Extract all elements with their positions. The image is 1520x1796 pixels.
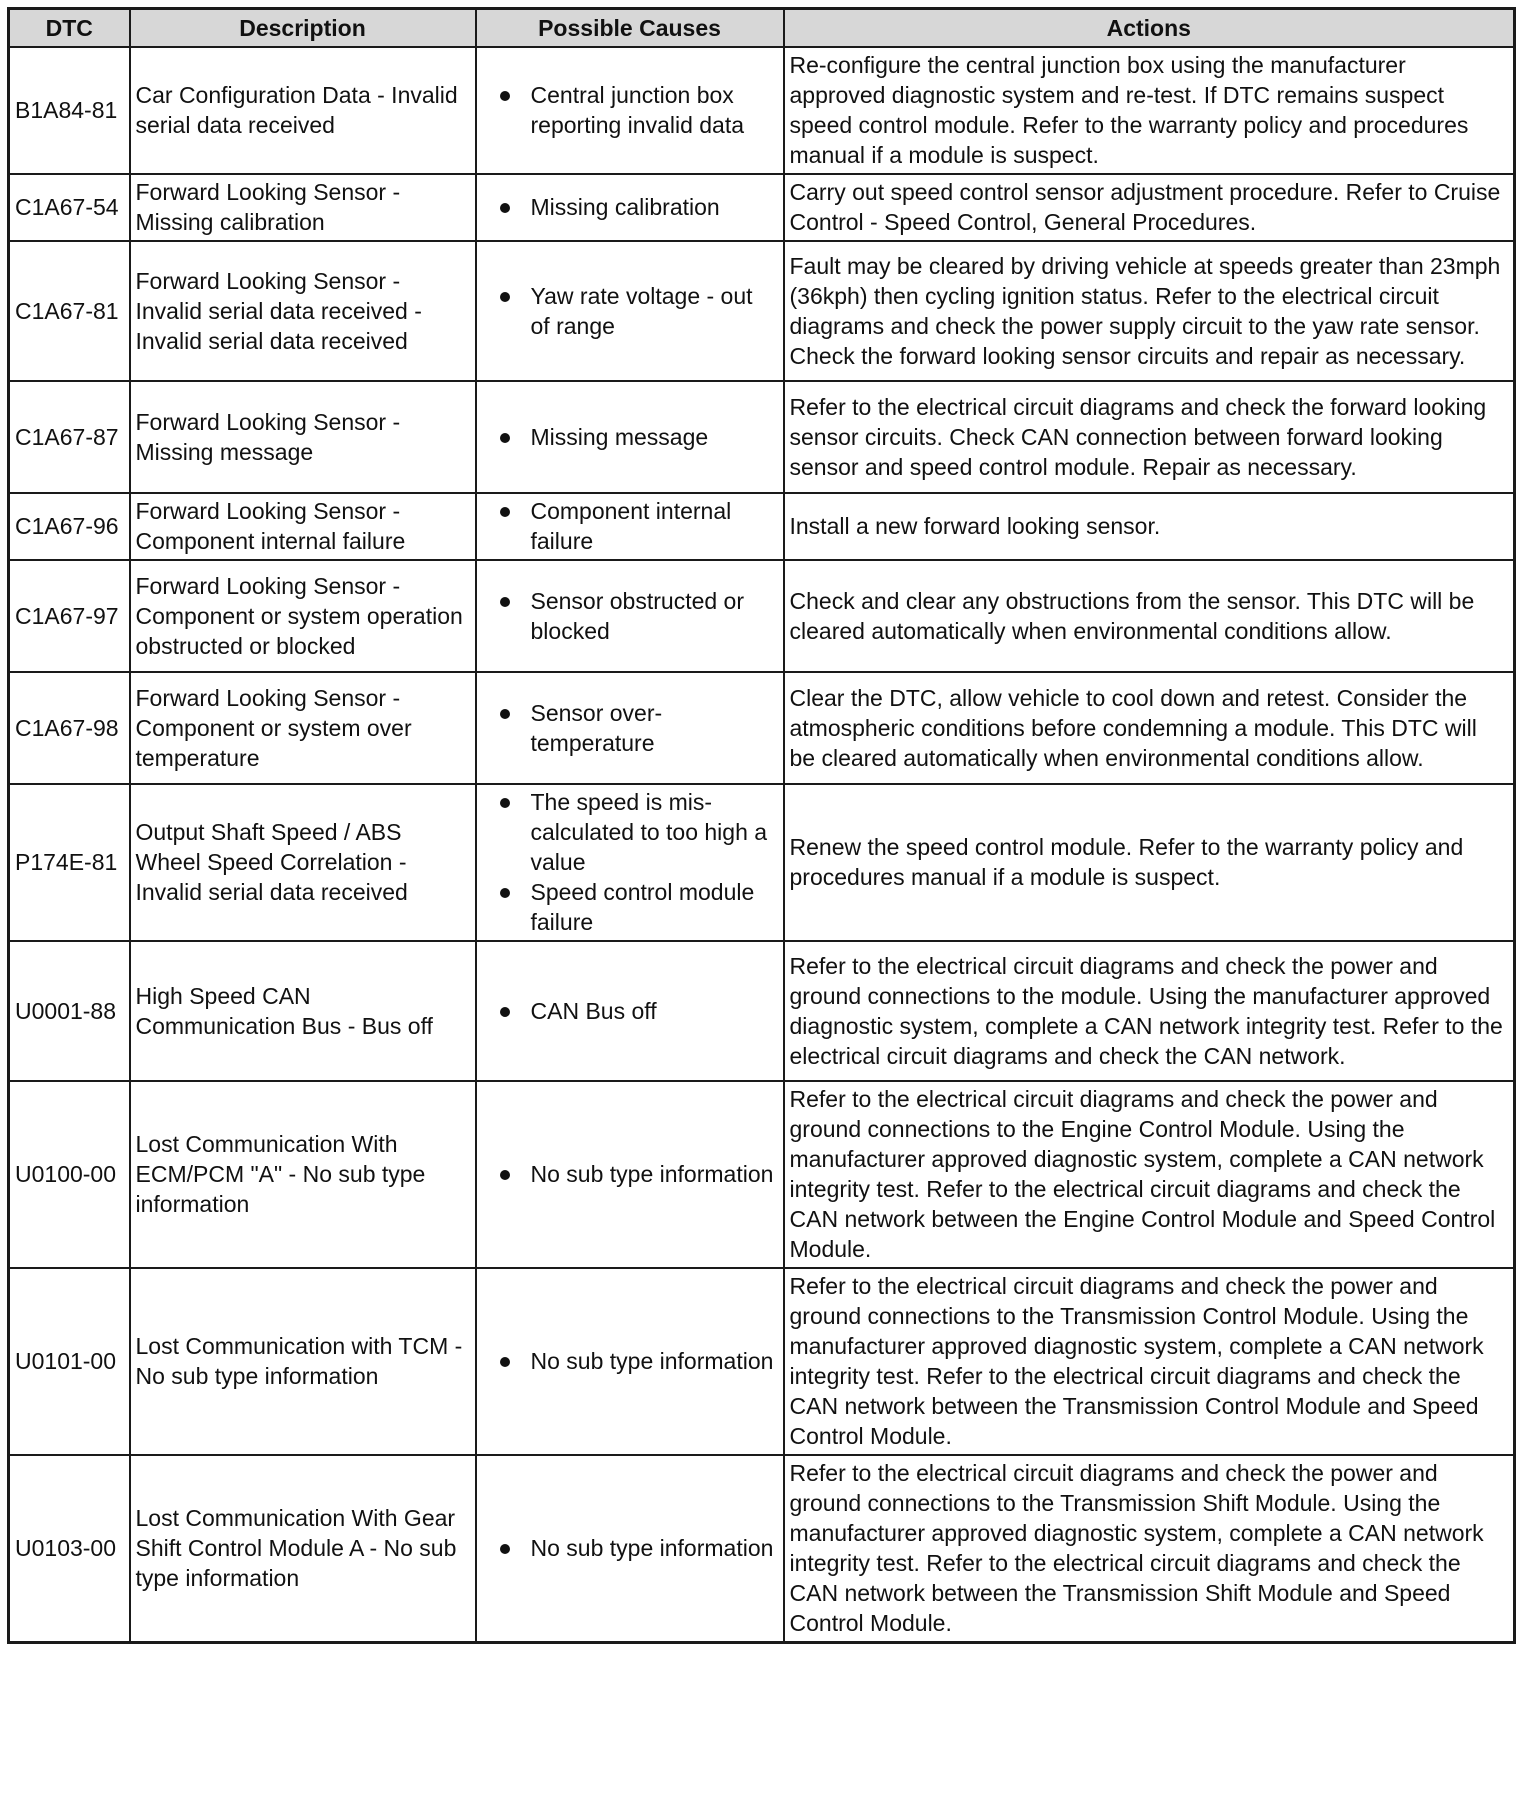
possible-causes-cell (476, 174, 784, 241)
possible-cause-text: Missing message (530, 423, 709, 450)
possible-cause-item (482, 1346, 778, 1376)
bullet-icon (500, 433, 510, 443)
dtc-description: Forward Looking Sensor - Missing calibration (130, 174, 476, 241)
possible-cause-text: CAN Bus off (530, 997, 657, 1024)
header-possible-causes: Possible Causes (476, 9, 784, 48)
dtc-code: C1A67-98 (9, 672, 130, 784)
table-row (9, 381, 1515, 493)
table-body (9, 47, 1515, 1643)
possible-causes-list (482, 422, 778, 452)
possible-cause-text: Component internal failure (530, 498, 732, 554)
dtc-code: B1A84-81 (9, 47, 130, 174)
possible-cause-text: Sensor obstructed or blocked (530, 587, 745, 644)
dtc-code: U0100-00 (9, 1081, 130, 1268)
possible-cause-item (482, 996, 778, 1026)
possible-cause-item (482, 1159, 778, 1189)
possible-causes-list (482, 586, 778, 646)
header-description: Description (130, 9, 476, 48)
dtc-action: Refer to the electrical circuit diagrams and check the forward looking sensor circuits. Check CAN connection between forward looking sensor and speed control module. Repair as necessary. (784, 381, 1515, 493)
possible-causes-list (482, 80, 778, 140)
dtc-action: Fault may be cleared by driving vehicle at speeds greater than 23mph (36kph) then cycling ignition status. Refer to the electrical circuit diagrams and check the power supply circuit to the yaw rate sensor. Check the forward looking sensor circuits and repair as necessary. (784, 241, 1515, 381)
possible-causes-list (482, 281, 778, 341)
possible-causes-list (482, 1159, 778, 1189)
bullet-icon (500, 709, 510, 719)
possible-causes-cell (476, 241, 784, 381)
bullet-icon (500, 507, 510, 517)
possible-causes-cell (476, 381, 784, 493)
possible-cause-item (482, 281, 778, 341)
possible-causes-cell (476, 784, 784, 941)
table-row (9, 672, 1515, 784)
table-row (9, 1268, 1515, 1455)
dtc-table (7, 7, 1516, 1644)
possible-cause-item (482, 698, 778, 758)
dtc-code: C1A67-81 (9, 241, 130, 381)
dtc-code: U0103-00 (9, 1455, 130, 1643)
table-row (9, 174, 1515, 241)
dtc-action: Install a new forward looking sensor. (784, 493, 1515, 560)
possible-causes-list (482, 496, 778, 556)
table-row (9, 47, 1515, 174)
possible-causes-cell (476, 1455, 784, 1643)
possible-causes-cell (476, 941, 784, 1081)
dtc-code: P174E-81 (9, 784, 130, 941)
possible-cause-item (482, 787, 778, 877)
header-row (9, 9, 1515, 48)
possible-causes-list (482, 996, 778, 1026)
dtc-code: C1A67-87 (9, 381, 130, 493)
bullet-icon (500, 1544, 510, 1554)
possible-cause-item (482, 192, 778, 222)
bullet-icon (500, 1170, 510, 1180)
table-row (9, 784, 1515, 941)
possible-causes-list (482, 698, 778, 758)
table-row (9, 241, 1515, 381)
dtc-description: Forward Looking Sensor - Missing message (130, 381, 476, 493)
table-row (9, 560, 1515, 672)
dtc-action: Check and clear any obstructions from the sensor. This DTC will be cleared automatically when environmental conditions allow. (784, 560, 1515, 672)
dtc-table-container (7, 7, 1516, 1644)
possible-cause-item (482, 1533, 778, 1563)
bullet-icon (500, 292, 510, 302)
possible-cause-text: No sub type information (530, 1535, 774, 1561)
possible-cause-text: Yaw rate voltage - out of range (530, 282, 753, 339)
dtc-description: Output Shaft Speed / ABS Wheel Speed Correlation - Invalid serial data received (130, 784, 476, 941)
possible-cause-text: The speed is mis-calculated to too high a value (530, 789, 768, 875)
possible-cause-item (482, 586, 778, 646)
possible-cause-item (482, 80, 778, 140)
bullet-icon (500, 91, 510, 101)
dtc-description: Forward Looking Sensor - Invalid serial data received - Invalid serial data received (130, 241, 476, 381)
dtc-description: Forward Looking Sensor - Component or system operation obstructed or blocked (130, 560, 476, 672)
possible-cause-text: No sub type information (530, 1161, 774, 1187)
possible-cause-item (482, 422, 778, 452)
possible-cause-item (482, 877, 778, 937)
dtc-code: C1A67-54 (9, 174, 130, 241)
bullet-icon (500, 798, 510, 808)
dtc-action: Carry out speed control sensor adjustment procedure. Refer to Cruise Control - Speed Control, General Procedures. (784, 174, 1515, 241)
dtc-action: Refer to the electrical circuit diagrams and check the power and ground connections to the Engine Control Module. Using the manufacturer approved diagnostic system, complete a CAN network integrity test. Refer to the electrical circuit diagrams and check the CAN network between the Engine Control Module and Speed Control Module. (784, 1081, 1515, 1268)
dtc-action: Re-configure the central junction box using the manufacturer approved diagnostic system and re-test. If DTC remains suspect speed control module. Refer to the warranty policy and procedures manual if a module is suspect. (784, 47, 1515, 174)
possible-cause-text: Missing calibration (530, 194, 720, 220)
dtc-description: Lost Communication With ECM/PCM "A" - No sub type information (130, 1081, 476, 1268)
possible-cause-item (482, 496, 778, 556)
dtc-description: Car Configuration Data - Invalid serial data received (130, 47, 476, 174)
possible-causes-cell (476, 1268, 784, 1455)
table-row (9, 941, 1515, 1081)
header-dtc: DTC (9, 9, 130, 48)
possible-causes-cell (476, 47, 784, 174)
dtc-code: U0101-00 (9, 1268, 130, 1455)
possible-cause-text: No sub type information (530, 1348, 774, 1374)
dtc-action: Refer to the electrical circuit diagrams and check the power and ground connections to the Transmission Shift Module. Using the manufacturer approved diagnostic system, complete a CAN network integrity test. Refer to the electrical circuit diagrams and check the CAN network between the Transmission Shift Module and Speed Control Module. (784, 1455, 1515, 1643)
dtc-description: High Speed CAN Communication Bus - Bus off (130, 941, 476, 1081)
dtc-description: Forward Looking Sensor - Component internal failure (130, 493, 476, 560)
dtc-action: Clear the DTC, allow vehicle to cool down and retest. Consider the atmospheric conditions before condemning a module. This DTC will be cleared automatically when environmental conditions allow. (784, 672, 1515, 784)
dtc-action: Renew the speed control module. Refer to the warranty policy and procedures manual if a module is suspect. (784, 784, 1515, 941)
possible-causes-cell (476, 672, 784, 784)
dtc-code: U0001-88 (9, 941, 130, 1081)
possible-cause-text: Central junction box reporting invalid data (530, 82, 745, 138)
dtc-action: Refer to the electrical circuit diagrams and check the power and ground connections to the Transmission Control Module. Using the manufacturer approved diagnostic system, complete a CAN network integrity test. Refer to the electrical circuit diagrams and check the CAN network between the Transmission Control Module and Speed Control Module. (784, 1268, 1515, 1455)
bullet-icon (500, 597, 510, 607)
bullet-icon (500, 1357, 510, 1367)
table-header (9, 9, 1515, 48)
possible-causes-list (482, 787, 778, 937)
table-row (9, 1081, 1515, 1268)
possible-causes-cell (476, 560, 784, 672)
dtc-description: Lost Communication with TCM - No sub type information (130, 1268, 476, 1455)
possible-cause-text: Sensor over-temperature (530, 699, 663, 756)
dtc-action: Refer to the electrical circuit diagrams and check the power and ground connections to the module. Using the manufacturer approved diagnostic system, complete a CAN network integrity test. Refer to the electrical circuit diagrams and check the CAN network. (784, 941, 1515, 1081)
dtc-description: Lost Communication With Gear Shift Control Module A - No sub type information (130, 1455, 476, 1643)
possible-causes-cell (476, 493, 784, 560)
header-actions: Actions (784, 9, 1515, 48)
bullet-icon (500, 203, 510, 213)
dtc-code: C1A67-96 (9, 493, 130, 560)
possible-causes-list (482, 1533, 778, 1563)
table-row (9, 1455, 1515, 1643)
table-row (9, 493, 1515, 560)
possible-causes-list (482, 192, 778, 222)
dtc-code: C1A67-97 (9, 560, 130, 672)
possible-cause-text: Speed control module failure (530, 879, 755, 935)
bullet-icon (500, 1007, 510, 1017)
bullet-icon (500, 888, 510, 898)
dtc-description: Forward Looking Sensor - Component or system over temperature (130, 672, 476, 784)
possible-causes-list (482, 1346, 778, 1376)
possible-causes-cell (476, 1081, 784, 1268)
